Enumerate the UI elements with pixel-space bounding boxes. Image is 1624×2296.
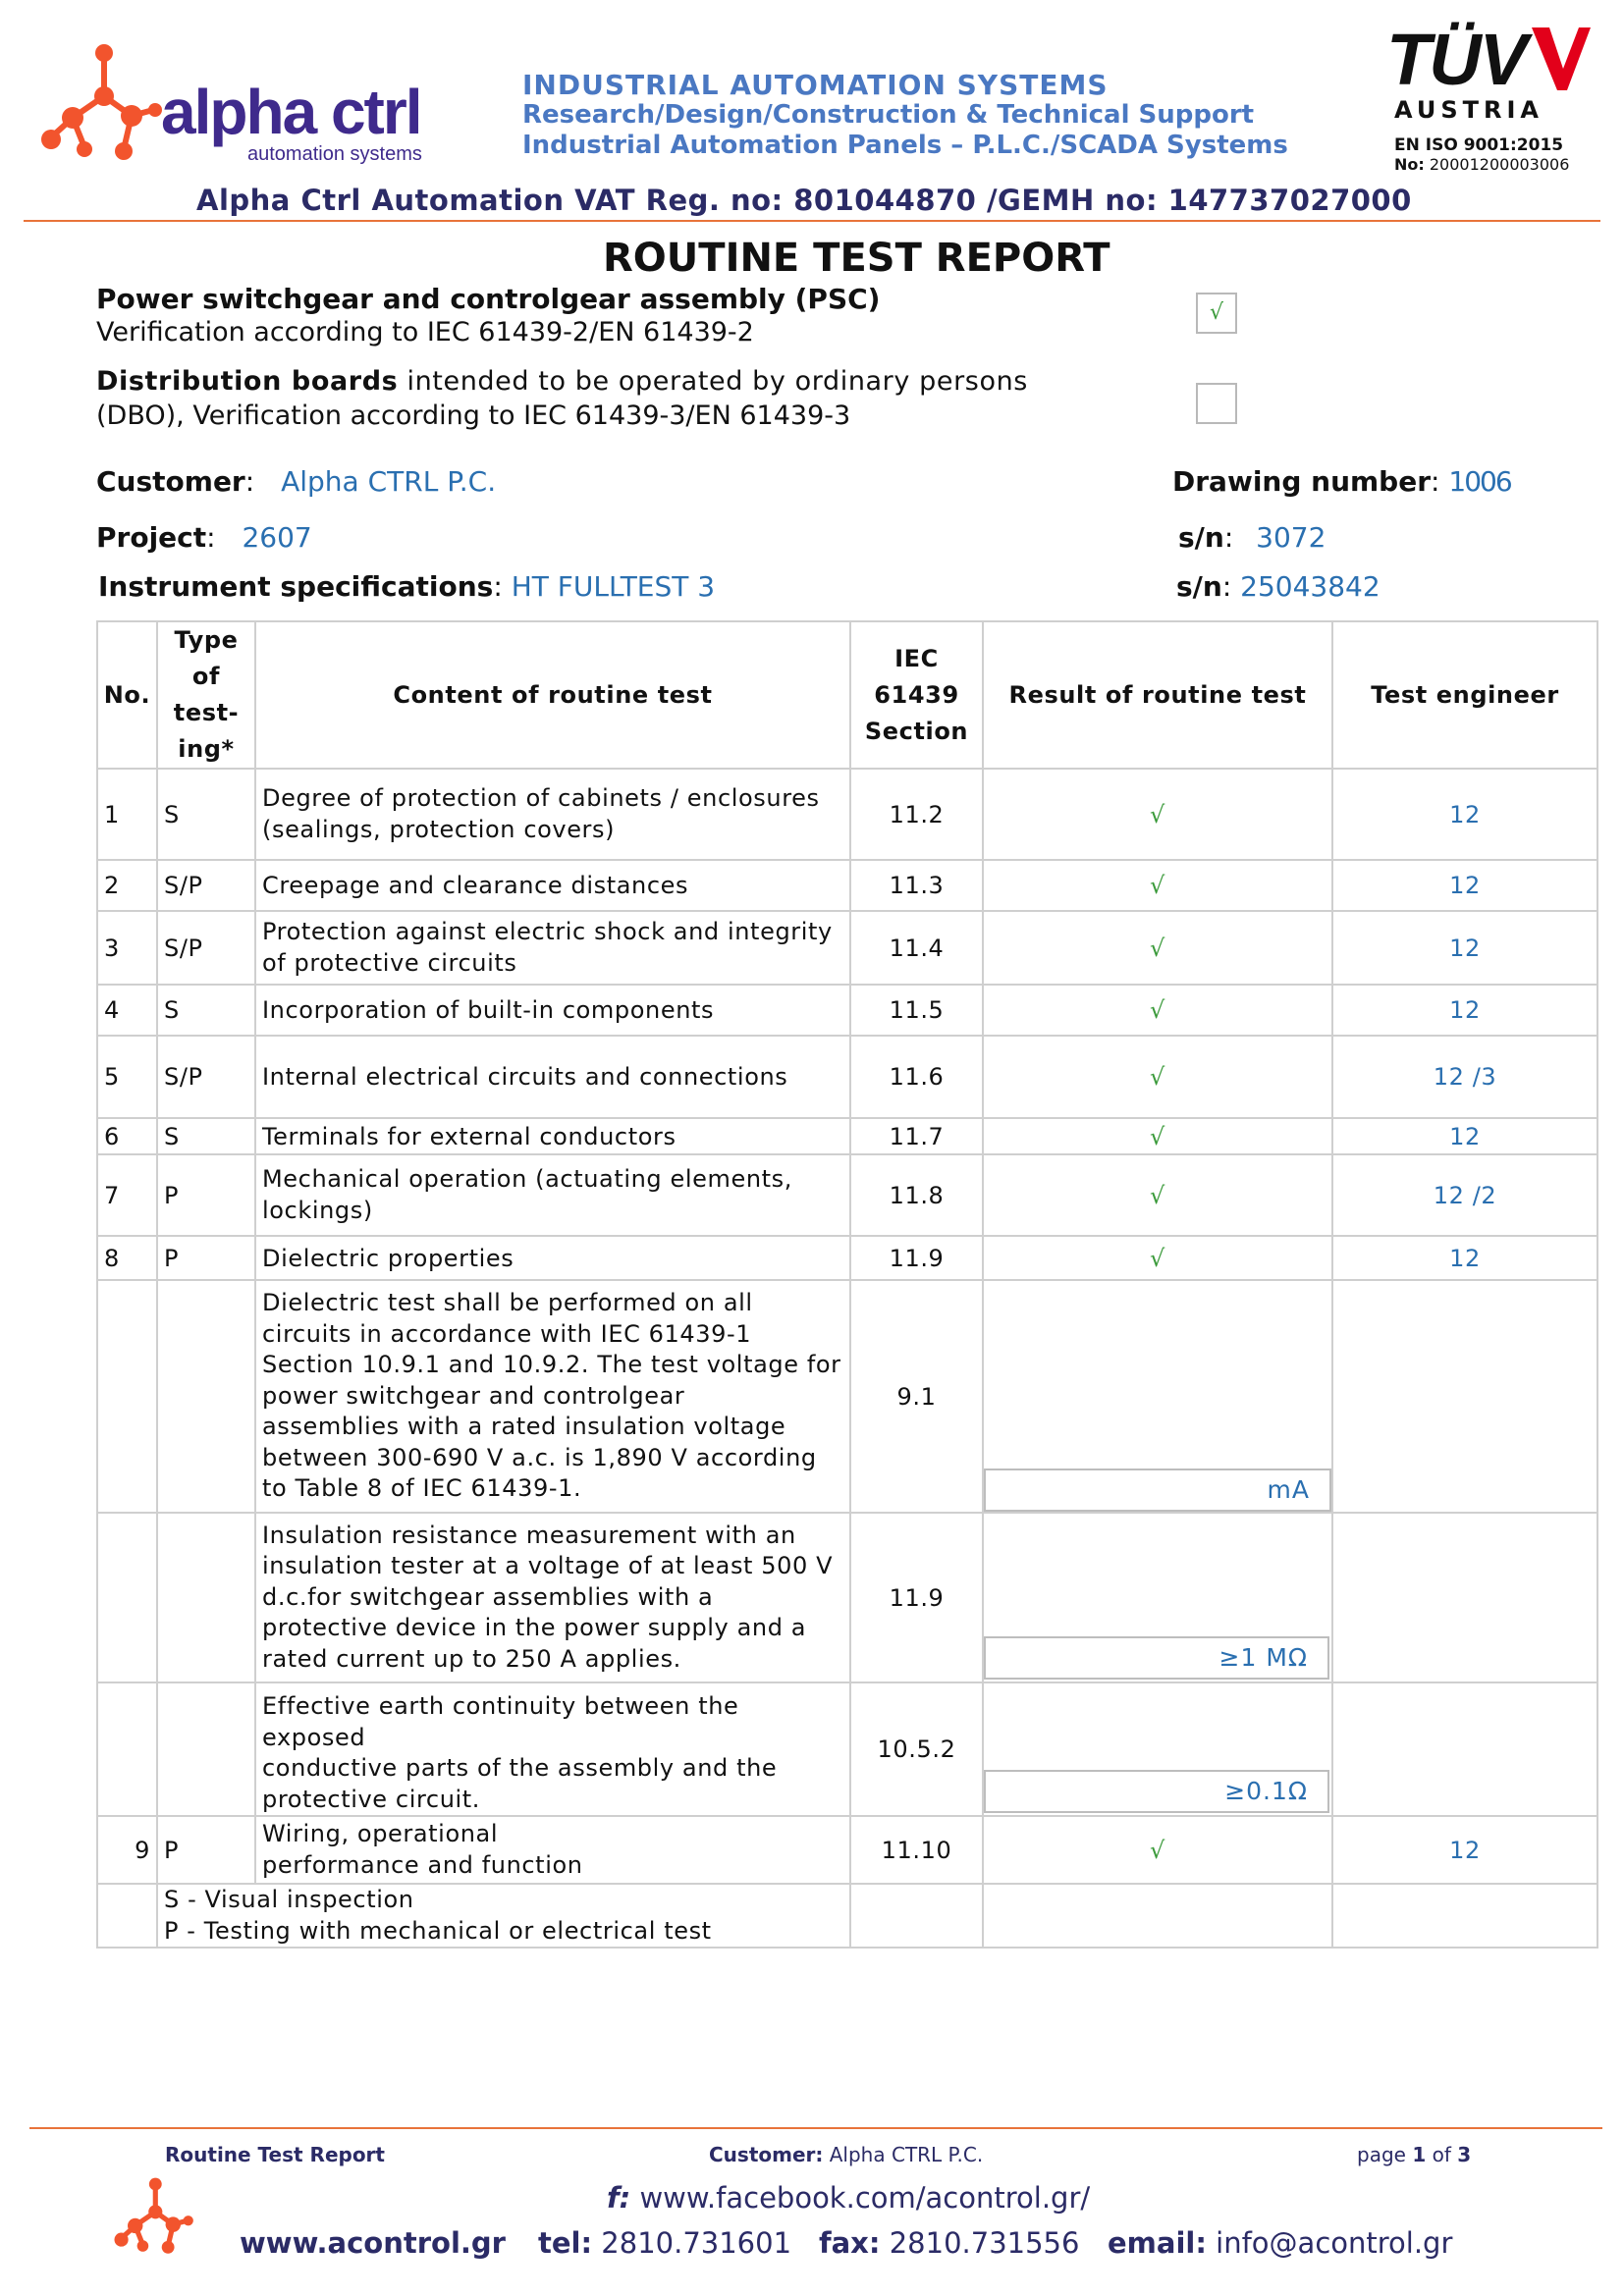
row-result-check: √ xyxy=(983,985,1332,1036)
legend-empty xyxy=(850,1884,983,1948)
project-label: Project xyxy=(96,521,207,554)
dielectric-result-field[interactable]: mA xyxy=(984,1468,1331,1512)
row-result-check: √ xyxy=(983,1236,1332,1280)
project-value: 2607 xyxy=(242,521,312,554)
row-content-line: between 300-690 V a.c. is 1,890 V according xyxy=(262,1443,817,1471)
page-word: page xyxy=(1357,2143,1406,2166)
molecule-logo-icon xyxy=(33,39,171,177)
psc-checkbox[interactable]: √ xyxy=(1196,293,1237,334)
table-row xyxy=(97,1236,1597,1280)
sn2-field: s/n: 25043842 xyxy=(1176,570,1380,603)
row-content-line: power switchgear and controlgear xyxy=(262,1381,685,1410)
row-no: 5 xyxy=(97,1036,157,1118)
row-content-line: Mechanical operation (actuating elements, xyxy=(262,1165,792,1193)
drawing-label: Drawing number xyxy=(1172,465,1432,498)
row-type: S xyxy=(157,769,255,860)
row-engineer xyxy=(1332,1682,1597,1816)
row-no: 3 xyxy=(97,911,157,985)
row-result-check: √ xyxy=(983,1036,1332,1118)
project-field: Project: 2607 xyxy=(96,521,312,554)
row-no: 2 xyxy=(97,860,157,911)
customer-label: Customer xyxy=(96,465,245,498)
header-iec-line: Section xyxy=(864,717,969,745)
facebook-link[interactable]: www.facebook.com/acontrol.gr/ xyxy=(639,2181,1091,2215)
row-type xyxy=(157,1280,255,1513)
legend-row xyxy=(97,1884,1597,1948)
row-result-cell xyxy=(983,1682,1332,1816)
header-type xyxy=(157,621,255,769)
row-content-line: Wiring, operational xyxy=(262,1820,499,1847)
table-row xyxy=(97,860,1597,911)
page-total: 3 xyxy=(1457,2143,1472,2166)
row-result-check: √ xyxy=(983,911,1332,985)
sn2-value: 25043842 xyxy=(1240,570,1380,603)
legend-empty xyxy=(1332,1884,1597,1948)
table-row xyxy=(97,769,1597,860)
fax-value: 2810.731556 xyxy=(889,2226,1080,2260)
row-content: Creepage and clearance distances xyxy=(255,860,850,911)
row-result-cell xyxy=(983,1280,1332,1513)
header-content: Content of routine test xyxy=(255,621,850,769)
row-content-line: Dielectric test shall be performed on all xyxy=(262,1289,753,1317)
row-type: S/P xyxy=(157,860,255,911)
row-content-line: to Table 8 of IEC 61439-1. xyxy=(262,1474,582,1503)
row-result-check: √ xyxy=(983,1816,1332,1884)
header-line-1: INDUSTRIAL AUTOMATION SYSTEMS xyxy=(522,69,1109,101)
table-subrow xyxy=(97,1682,1597,1816)
footer-fax xyxy=(819,2226,1079,2260)
insulation-result-field[interactable]: ≥1 MΩ xyxy=(984,1636,1329,1680)
row-section: 11.10 xyxy=(850,1816,983,1884)
row-type: S xyxy=(157,985,255,1036)
row-content-line: performance and function xyxy=(262,1850,583,1879)
fax-label: fax: xyxy=(819,2226,881,2260)
row-type: S xyxy=(157,1118,255,1154)
row-content-line: d.c.for switchgear assemblies with a xyxy=(262,1582,714,1611)
row-result-check: √ xyxy=(983,1154,1332,1236)
row-content xyxy=(255,1513,850,1682)
dbo-checkbox[interactable] xyxy=(1196,383,1237,424)
row-result-check: √ xyxy=(983,769,1332,860)
header-divider xyxy=(24,220,1600,222)
sn1-field: s/n: 3072 xyxy=(1178,521,1326,554)
customer-value: Alpha CTRL P.C. xyxy=(281,465,497,498)
row-no: 8 xyxy=(97,1236,157,1280)
row-content-line: Section 10.9.1 and 10.9.2. The test voltage for xyxy=(262,1351,841,1379)
table-header-row xyxy=(97,621,1597,769)
row-content xyxy=(255,769,850,860)
instrument-field: Instrument specifications: HT FULLTEST 3 xyxy=(98,570,716,603)
footer-website[interactable]: www.acontrol.gr xyxy=(240,2226,506,2260)
header-iec-line: 61439 xyxy=(874,680,959,709)
tel-label: tel: xyxy=(538,2226,593,2260)
row-section: 11.8 xyxy=(850,1154,983,1236)
row-no: 4 xyxy=(97,985,157,1036)
row-result-check: √ xyxy=(983,1118,1332,1154)
footer-customer-label: Customer: xyxy=(709,2143,824,2166)
logo-subtitle: automation systems xyxy=(247,143,422,165)
dbo-subtitle: (DBO), Verification according to IEC 61439-3/EN 61439-3 xyxy=(96,400,851,431)
table-row xyxy=(97,1118,1597,1154)
row-no: 6 xyxy=(97,1118,157,1154)
header-line-3: Industrial Automation Panels – P.L.C./SCADA Systems xyxy=(522,131,1288,160)
page-of: of xyxy=(1432,2143,1451,2166)
dbo-title-bold: Distribution boards xyxy=(96,366,399,397)
dbo-title-rest: intended to be operated by ordinary persons xyxy=(398,366,1028,397)
row-result-cell xyxy=(983,1513,1332,1682)
row-type: S/P xyxy=(157,911,255,985)
dbo-title xyxy=(96,366,1028,397)
psc-subtitle: Verification according to IEC 61439-2/EN 61439-2 xyxy=(96,317,754,347)
row-content: Dielectric properties xyxy=(255,1236,850,1280)
row-type: P xyxy=(157,1154,255,1236)
row-content: Incorporation of built-in components xyxy=(255,985,850,1036)
row-content-line: insulation tester at a voltage of at least 500 V xyxy=(262,1552,834,1580)
row-no xyxy=(97,1682,157,1816)
tuv-cert-logo xyxy=(1386,18,1593,175)
row-engineer: 12 xyxy=(1332,1118,1597,1154)
cert-number xyxy=(1394,155,1569,174)
sn1-label: s/n xyxy=(1178,521,1224,554)
header-type-line: of xyxy=(191,663,221,690)
cert-number-value: 20001200003006 xyxy=(1429,155,1570,174)
legend-empty xyxy=(983,1884,1332,1948)
row-content xyxy=(255,1280,850,1513)
row-content xyxy=(255,1816,850,1884)
footer-tel xyxy=(538,2226,791,2260)
row-type xyxy=(157,1682,255,1816)
row-content-line: (sealings, protection covers) xyxy=(262,815,616,843)
tel-value: 2810.731601 xyxy=(601,2226,792,2260)
row-result-check: √ xyxy=(983,860,1332,911)
row-engineer: 12 xyxy=(1332,911,1597,985)
row-content-line: Degree of protection of cabinets / enclosures xyxy=(262,784,820,812)
row-content-line: Insulation resistance measurement with an xyxy=(262,1521,796,1549)
tuv-wordmark: TÜV xyxy=(1386,19,1526,100)
row-section: 11.2 xyxy=(850,769,983,860)
facebook-icon: f: xyxy=(607,2181,631,2215)
row-section: 11.9 xyxy=(850,1236,983,1280)
row-section: 9.1 xyxy=(850,1280,983,1513)
customer-field: Customer: Alpha CTRL P.C. xyxy=(96,465,497,498)
row-section: 11.5 xyxy=(850,985,983,1036)
header-type-line: ing* xyxy=(178,735,235,763)
table-row xyxy=(97,911,1597,985)
row-no: 9 xyxy=(97,1816,157,1884)
row-content-line: of protective circuits xyxy=(262,948,517,977)
header-result: Result of routine test xyxy=(983,621,1332,769)
email-link[interactable]: info@acontrol.gr xyxy=(1216,2226,1453,2260)
legend-line: P - Testing with mechanical or electrical test xyxy=(164,1916,712,1945)
row-section: 11.9 xyxy=(850,1513,983,1682)
row-engineer xyxy=(1332,1280,1597,1513)
row-engineer: 12 xyxy=(1332,985,1597,1036)
row-content-line: protective circuit. xyxy=(262,1785,481,1813)
earth-continuity-result-field[interactable]: ≥0.1Ω xyxy=(984,1770,1329,1813)
row-type: S/P xyxy=(157,1036,255,1118)
row-section: 10.5.2 xyxy=(850,1682,983,1816)
logo-wordmark: alpha ctrl xyxy=(161,77,421,147)
cert-number-label: No: xyxy=(1394,155,1425,174)
row-section: 11.7 xyxy=(850,1118,983,1154)
row-content-line: assemblies with a rated insulation voltage xyxy=(262,1413,786,1441)
table-row xyxy=(97,985,1597,1036)
footer-email[interactable] xyxy=(1108,2226,1452,2260)
row-engineer: 12 xyxy=(1332,1236,1597,1280)
company-logo xyxy=(33,39,465,177)
email-label: email: xyxy=(1108,2226,1207,2260)
footer-molecule-logo-icon xyxy=(110,2175,198,2264)
row-content: Internal electrical circuits and connections xyxy=(255,1036,850,1118)
row-content-line: Effective earth continuity between the exposed xyxy=(262,1692,739,1751)
drawing-value: 1006 xyxy=(1448,465,1511,498)
footer-customer xyxy=(709,2143,983,2166)
footer-facebook[interactable] xyxy=(607,2181,1090,2215)
row-engineer: 12 xyxy=(1332,769,1597,860)
vat-line: Alpha Ctrl Automation VAT Reg. no: 801044870 /GEMH no: 147737027000 xyxy=(196,184,1412,217)
psc-title: Power switchgear and controlgear assembly (PSC) xyxy=(96,283,881,315)
row-content xyxy=(255,1154,850,1236)
row-engineer: 12 xyxy=(1332,860,1597,911)
row-engineer: 12 /2 xyxy=(1332,1154,1597,1236)
routine-test-table xyxy=(96,620,1598,1949)
table-subrow xyxy=(97,1513,1597,1682)
page-current: 1 xyxy=(1412,2143,1427,2166)
row-no xyxy=(97,1513,157,1682)
header-iec xyxy=(850,621,983,769)
row-no: 7 xyxy=(97,1154,157,1236)
header-engineer: Test engineer xyxy=(1332,621,1597,769)
row-content-line: conductive parts of the assembly and the xyxy=(262,1754,778,1782)
row-engineer xyxy=(1332,1513,1597,1682)
row-content: Terminals for external conductors xyxy=(255,1118,850,1154)
row-content-line: protective device in the power supply and a xyxy=(262,1614,807,1642)
row-section: 11.6 xyxy=(850,1036,983,1118)
instrument-label: Instrument specifications xyxy=(98,570,494,603)
tuv-v-mark-icon xyxy=(1532,24,1591,92)
row-section: 11.3 xyxy=(850,860,983,911)
sn2-label: s/n xyxy=(1176,570,1222,603)
page-title: ROUTINE TEST REPORT xyxy=(603,236,1110,281)
legend-text xyxy=(157,1884,850,1948)
row-content-line: lockings) xyxy=(262,1196,373,1224)
header-type-line: test- xyxy=(173,699,240,726)
footer-page-number xyxy=(1357,2143,1471,2166)
table-row xyxy=(97,1036,1597,1118)
row-content-line: circuits in accordance with IEC 61439-1 xyxy=(262,1319,752,1348)
iso-standard: EN ISO 9001:2015 xyxy=(1394,135,1564,155)
footer-customer-value: Alpha CTRL P.C. xyxy=(829,2143,984,2166)
row-content-line: Protection against electric shock and integrity xyxy=(262,918,833,945)
row-type: P xyxy=(157,1236,255,1280)
row-engineer: 12 xyxy=(1332,1816,1597,1884)
instrument-value: HT FULLTEST 3 xyxy=(511,570,716,603)
sn1-value: 3072 xyxy=(1256,521,1326,554)
footer-divider xyxy=(29,2127,1602,2129)
tuv-country: AUSTRIA xyxy=(1394,96,1543,124)
table-subrow xyxy=(97,1280,1597,1513)
row-content xyxy=(255,1682,850,1816)
row-section: 11.4 xyxy=(850,911,983,985)
legend-empty xyxy=(97,1884,157,1948)
row-content xyxy=(255,911,850,985)
header-iec-line: IEC xyxy=(894,644,939,672)
row-engineer: 12 /3 xyxy=(1332,1036,1597,1118)
header-line-2: Research/Design/Construction & Technical Support xyxy=(522,100,1255,130)
row-type: P xyxy=(157,1816,255,1884)
legend-line: S - Visual inspection xyxy=(164,1886,414,1913)
header-type-line: Type xyxy=(174,626,239,654)
table-row xyxy=(97,1154,1597,1236)
footer-report-name: Routine Test Report xyxy=(165,2143,385,2166)
row-no xyxy=(97,1280,157,1513)
table-row xyxy=(97,1816,1597,1884)
drawing-field: Drawing number: 1006 xyxy=(1172,465,1511,498)
row-type xyxy=(157,1513,255,1682)
row-no: 1 xyxy=(97,769,157,860)
row-content-line: rated current up to 250 A applies. xyxy=(262,1644,681,1673)
header-no: No. xyxy=(97,621,157,769)
